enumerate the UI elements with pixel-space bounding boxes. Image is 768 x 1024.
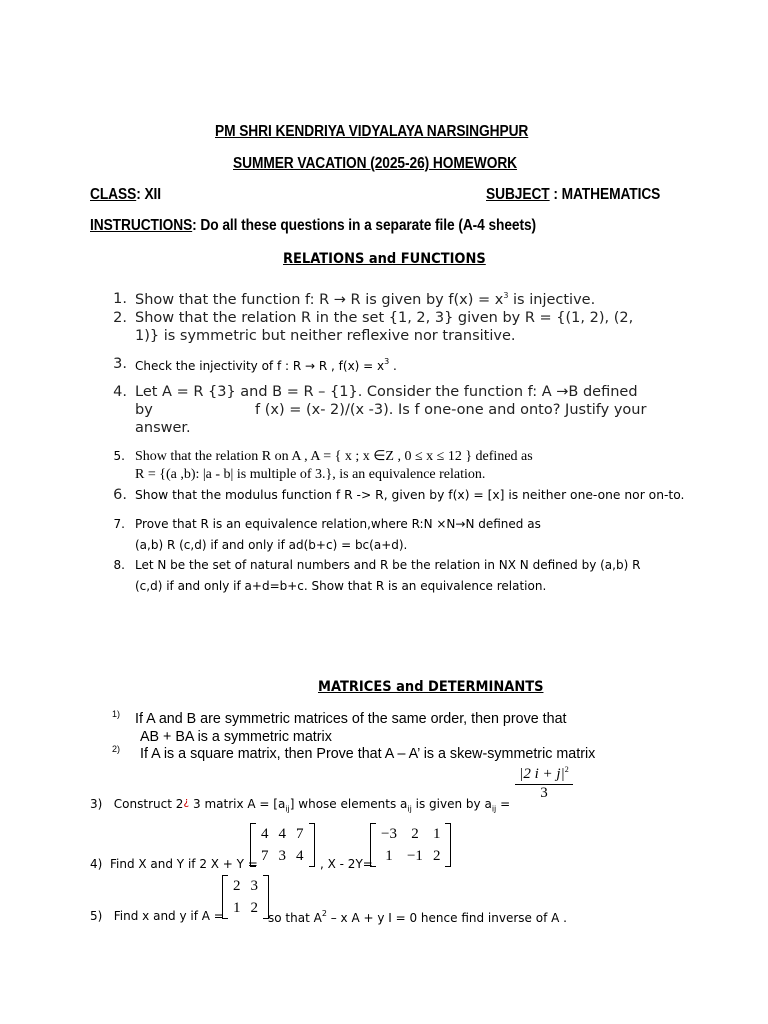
m5-number: 5) — [90, 909, 103, 923]
m4-matrix2 — [370, 823, 451, 867]
m2-text: If A is a square matrix, then Prove that A – A’ is a skew-symmetric matrix — [140, 746, 596, 762]
m4-matrix2-row — [376, 845, 445, 867]
m4-matrix2-cell: −1 — [406, 848, 423, 864]
m3-text-e: = — [496, 797, 511, 811]
m3-sub3: ij — [491, 804, 497, 814]
q1-number: 1. — [113, 291, 127, 307]
q7-line2: (a,b) R (c,d) if and only if ad(b+c) = bc(a+d). — [135, 538, 408, 552]
q1-text — [135, 291, 595, 308]
m1-line1: If A and B are symmetric matrices of the same order, then prove that — [135, 711, 567, 727]
m4-matrix2-cell: 1 — [432, 826, 441, 842]
m5-line — [90, 909, 224, 923]
m4-matrix1-row — [256, 845, 309, 867]
q7-number: 7. — [113, 517, 125, 531]
m4-matrix2-cell: 2 — [411, 826, 419, 842]
q3-exp: 3 — [384, 357, 390, 366]
m4-matrix1-cell: 3 — [278, 848, 286, 864]
m3-fraction-denominator: 3 — [540, 785, 548, 801]
q7-line1: Prove that R is an equivalence relation,where R:N ×N→N defined as — [135, 517, 541, 531]
m5-matrix-row — [228, 875, 263, 897]
q5-line1: Show that the relation R on A , A = { x ; x ∈Z , 0 ≤ x ≤ 12 } defined as — [135, 449, 533, 464]
q2-number: 2. — [113, 310, 127, 326]
m3-text-a: Construct 2 — [113, 797, 184, 811]
q5-line2: R = {(a ,b): |a - b| is multiple of 3.}, is an equivalence relation. — [135, 467, 486, 482]
q4-number: 4. — [113, 384, 127, 400]
q5-number: 5. — [113, 449, 125, 463]
m5-matrix-cell: 2 — [250, 900, 258, 916]
m3-sub1: ij — [285, 804, 290, 814]
q8-line2: (c,d) if and only if a+d=b+c. Show that R is an equivalence relation. — [135, 579, 547, 593]
q3-number: 3. — [113, 356, 127, 372]
q3-text-a: Check the injectivity of f : R → R , f(x) = x — [135, 359, 385, 373]
q4-line2b: f (x) = (x- 2)/(x -3). Is f one-one and onto? Justify your — [255, 402, 647, 418]
m3-text-b: 3 matrix A = [a — [189, 797, 286, 811]
m5-tail — [268, 909, 567, 925]
m4-text-a: Find X and Y if 2 X + Y = — [109, 857, 258, 871]
m4-matrix1-cell: 4 — [261, 826, 269, 842]
instructions-text: : Do all these questions in a separate file (A-4 sheets) — [192, 217, 537, 234]
q4-line1: Let A = R {3} and B = R – {1}. Consider the function f: A →B defined — [135, 384, 638, 400]
m5-matrix-cell: 1 — [233, 900, 241, 916]
subject-line — [486, 186, 660, 204]
instructions-line — [90, 217, 536, 235]
q8-number: 8. — [113, 558, 125, 572]
q1-exp: 3 — [503, 291, 509, 300]
m5-matrix-row — [228, 897, 263, 919]
section-title-relations: RELATIONS and FUNCTIONS — [283, 251, 486, 267]
q1-text-b: is injective. — [508, 292, 596, 308]
q6-number: 6. — [113, 487, 127, 503]
class-line — [90, 186, 161, 204]
m5-text-c: – x A + y I = 0 hence find inverse of A . — [326, 911, 567, 925]
q4-line2a: by — [135, 402, 153, 418]
subject-label: SUBJECT — [486, 186, 550, 203]
m4-matrix1-cell: 7 — [261, 848, 269, 864]
m3-frac-num: |2 i + j| — [519, 766, 565, 782]
m3-cross-symbol: ¿ — [183, 795, 190, 808]
m1-line2: AB + BA is a symmetric matrix — [140, 729, 332, 745]
q6-text: Show that the modulus function f R -> R, given by f(x) = [x] is neither one-one nor on-to. — [135, 488, 685, 502]
m4-matrix1-cell: 7 — [296, 826, 304, 842]
m4-matrix2-cell: −3 — [381, 826, 397, 842]
m3-sub2: ij — [407, 804, 412, 814]
m3-text-d: is given by a — [411, 797, 492, 811]
m3-text-c: ] whose elements a — [289, 797, 408, 811]
m1-number: 1) — [112, 709, 121, 719]
m5-matrix — [222, 875, 269, 919]
homework-title: SUMMER VACATION (2025-26) HOMEWORK — [233, 155, 518, 172]
m3-fraction-numerator — [515, 765, 573, 785]
q3-text — [135, 357, 397, 373]
instructions-label: INSTRUCTIONS — [90, 217, 193, 234]
m3-fraction — [515, 765, 573, 802]
m4-matrix1-row — [256, 823, 309, 845]
q8-line1: Let N be the set of natural numbers and R be the relation in NX N defined by (a,b) R — [135, 558, 641, 572]
m4-matrix2-cell: 2 — [432, 848, 441, 864]
class-label: CLASS — [90, 186, 137, 203]
m4-matrix1 — [250, 823, 315, 867]
q4-line3: answer. — [135, 420, 191, 436]
m5-text-b: so that A — [268, 911, 322, 925]
m4-matrix1-cell: 4 — [278, 826, 286, 842]
m5-exp: 2 — [321, 909, 327, 918]
m4-matrix1-cell: 4 — [296, 848, 304, 864]
m3-frac-exp: 2 — [564, 765, 569, 774]
school-title: PM SHRI KENDRIYA VIDYALAYA NARSINGHPUR — [215, 123, 529, 140]
m4-line — [90, 857, 258, 871]
m5-text-a: Find x and y if A = — [113, 909, 224, 923]
m2-number: 2) — [112, 744, 121, 754]
subject-value: : MATHEMATICS — [549, 186, 661, 203]
m4-text-b: , X - 2Y= — [320, 857, 373, 871]
m3-line — [90, 795, 510, 813]
q1-text-a: Show that the function f: R → R is given by f(x) = x — [135, 292, 504, 308]
q3-text-b: . — [389, 359, 397, 373]
q2-line2: 1)} is symmetric but neither reflexive nor transitive. — [135, 328, 516, 344]
q2-line1: Show that the relation R in the set {1, 2, 3} given by R = {(1, 2), (2, — [135, 310, 634, 326]
m4-number: 4) — [90, 857, 103, 871]
m5-matrix-cell: 2 — [233, 878, 241, 894]
m4-matrix2-cell: 1 — [385, 848, 393, 864]
m3-number: 3) — [90, 797, 103, 811]
class-value: : XII — [136, 186, 162, 203]
section-title-matrices: MATRICES and DETERMINANTS — [318, 679, 544, 695]
m4-matrix2-row — [376, 823, 445, 845]
m5-matrix-cell: 3 — [250, 878, 258, 894]
